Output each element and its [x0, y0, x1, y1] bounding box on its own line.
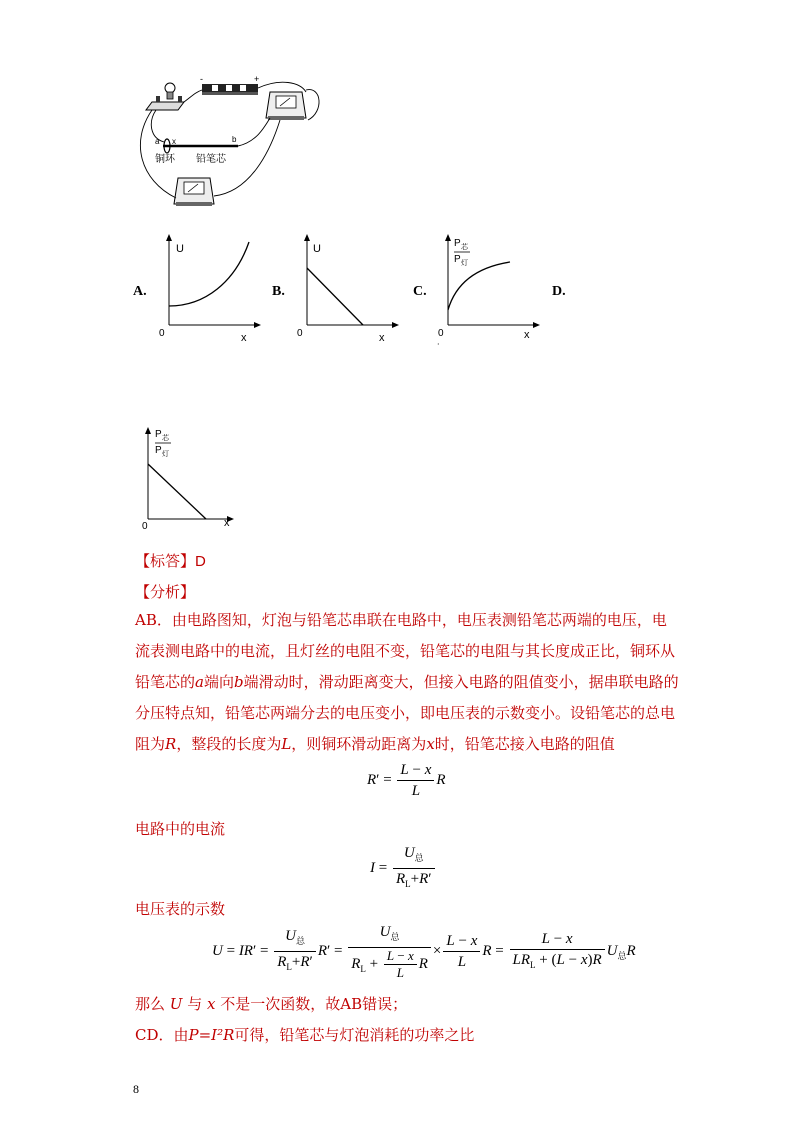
- graph-a-xlabel: x: [241, 332, 247, 344]
- circuit-label-pencil-core: 铅笔芯: [196, 154, 226, 165]
- cd-line: [135, 1024, 474, 1045]
- graph-c-curve: [448, 262, 510, 310]
- graph-d-xlabel: x: [224, 517, 230, 529]
- option-a-label: A.: [133, 284, 147, 299]
- formula-current: I = $\frac{U_总}{R_L+R'}$: [370, 843, 437, 894]
- graph-a-ylabel: U: [176, 243, 184, 255]
- graph-d-ylabel-bottom-sub: 灯: [162, 451, 169, 458]
- option-c-label: C.: [413, 284, 427, 299]
- graph-d-ylabel-top: P: [155, 429, 162, 440]
- sub-total-2: 总: [295, 936, 305, 946]
- graph-c-origin: 0: [438, 328, 444, 339]
- lamp-icon: [146, 83, 184, 110]
- sub-l-3: L: [360, 963, 366, 974]
- graph-d-origin: 0: [142, 521, 148, 532]
- sub-l-4: L: [530, 959, 536, 970]
- para1-tail2: ，则铜环滑动距离为: [291, 735, 427, 753]
- battery-minus-label: -: [200, 74, 203, 84]
- cd-formula: P=I²R: [188, 1026, 235, 1044]
- graph-b-line: [307, 268, 363, 325]
- current-label: 电路中的电流: [135, 820, 226, 838]
- battery-icon: [202, 84, 258, 95]
- circuit-label-copper-ring: 铜环: [155, 154, 175, 165]
- graph-a-origin: 0: [159, 328, 165, 339]
- para1-var-l: L: [281, 735, 292, 753]
- battery-plus-label: +: [254, 74, 260, 84]
- graph-c-ylabel-bottom-sub: 灯: [461, 260, 468, 267]
- graph-b-xlabel: x: [379, 332, 385, 344]
- sub-total-3: 总: [390, 932, 400, 942]
- conclusion-var-x: x: [207, 995, 216, 1013]
- graph-b-ylabel: U: [313, 243, 321, 255]
- formula-voltage: U = IR′ = $\frac{U_总}{R_L+R'}$ R′ = $U_总$ $R_L$ + $\frac{L - x}{L}$ R × $\frac{L - x}{L}$ R = $\frac{L - x}{LR_L + (L - x)R}$ $U_总R$: [212, 924, 636, 980]
- para1-var-r: R: [165, 735, 177, 753]
- conclusion-end: 不是一次函数，故AB错误；: [220, 995, 408, 1013]
- para1-mid: 端向: [203, 673, 234, 691]
- sub-total-4: 总: [617, 950, 627, 961]
- graph-c-xlabel: x: [524, 329, 530, 341]
- option-d-label: D.: [552, 284, 566, 299]
- cd-pre: CD．由: [135, 1026, 189, 1044]
- circuit-label-a: a: [155, 137, 160, 146]
- para1-var-x: x: [426, 735, 435, 753]
- para1-text: AB．由电路图知，灯泡与铅笔芯串联在电路中，电压表测铅笔芯两端的电压，电流表测电路中的电流，且灯丝的电阻不变，铅笔芯的电阻与其长度成正比，铜环从铅笔芯的: [135, 611, 676, 691]
- graph-b: [293, 232, 408, 347]
- conclusion-mid: 与: [187, 995, 203, 1013]
- sub-l-1: L: [405, 879, 411, 889]
- answer-value: D: [195, 553, 206, 570]
- graph-c-ylabel-top-sub: 芯: [461, 244, 468, 251]
- voltmeter-icon: [174, 178, 214, 206]
- ammeter-icon: [266, 92, 306, 120]
- para1-var-a: a: [195, 673, 204, 691]
- para1-tail3: 时，铅笔芯接入电路的阻值: [434, 735, 615, 753]
- conclusion-line: [135, 993, 407, 1014]
- option-b-label: B.: [272, 284, 285, 299]
- graph-b-origin: 0: [297, 328, 303, 339]
- graph-c-ylabel-top: P: [454, 238, 461, 249]
- sub-total-1: 总: [414, 853, 424, 863]
- sub-l-2: L: [286, 962, 292, 972]
- graph-d-ylabel-top-sub: 芯: [162, 435, 169, 442]
- answer-line: [135, 550, 206, 571]
- para1-end: 端滑动时，滑动距离变大，但接入电路的阻值变小，据串联电路的分压特点知，铅笔芯两端分去的电压变小，即电压表的示数变小。设铅笔芯的总电阻为: [135, 673, 679, 753]
- graph-d: [134, 425, 249, 540]
- voltmeter-label: 电压表的示数: [135, 900, 226, 918]
- circuit-label-b: b: [232, 135, 237, 144]
- circuit-label-x: x: [172, 137, 176, 146]
- graph-c: [434, 232, 549, 347]
- answer-tag: 【标答】: [135, 552, 196, 570]
- para1-tail1: ，整段的长度为: [176, 735, 282, 753]
- formula-r-prime: R′ = $\frac{L - x}{L}$ R: [367, 762, 446, 799]
- graph-c-ylabel-bottom: P: [454, 254, 461, 265]
- conclusion-var-u: U: [169, 995, 183, 1013]
- analysis-paragraph-ab: [135, 605, 680, 760]
- circuit-diagram: [130, 72, 330, 217]
- analysis-tag: 【分析】: [135, 583, 196, 601]
- conclusion-pre: 那么: [135, 995, 166, 1013]
- para1-var-b: b: [233, 673, 244, 691]
- graph-d-line: [148, 464, 206, 519]
- stray-dot: ·: [437, 340, 440, 349]
- cd-end: 可得，铅笔芯与灯泡消耗的功率之比: [234, 1026, 475, 1044]
- page-number: 8: [133, 1082, 139, 1096]
- graph-a: [155, 232, 270, 347]
- graph-d-ylabel-bottom: P: [155, 445, 162, 456]
